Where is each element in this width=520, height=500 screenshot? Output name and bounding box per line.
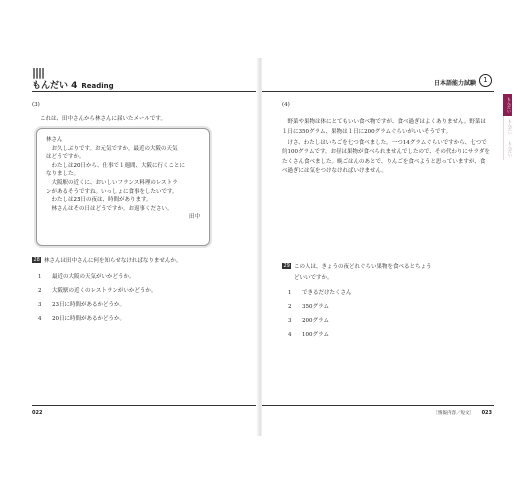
option-number: 1 — [38, 274, 42, 280]
email-line: わたしは23日の夜は、時間があります。 — [46, 197, 152, 204]
email-line: お久しぶりです。お元気ですか。最近の大阪の天気 — [46, 145, 178, 152]
answer-option — [288, 288, 352, 296]
option-number: 1 — [288, 290, 292, 296]
page-number: 023 — [481, 410, 492, 416]
email-line: わたしは20日から、仕事で１週間、大阪に行くことに — [46, 162, 186, 169]
section-subtitle: Reading — [81, 82, 114, 90]
side-tab[interactable]: もんだい — [503, 116, 513, 138]
option-number: 4 — [288, 332, 292, 338]
question-number-badge: 28 — [33, 257, 40, 263]
option-number: 2 — [288, 304, 292, 310]
answer-option — [288, 330, 329, 338]
option-text: 23日に時間があるかどうか。 — [52, 302, 125, 308]
header-rule — [262, 91, 494, 92]
answer-option — [288, 316, 329, 324]
option-text: 最近の大阪の天気がいかどうか。 — [52, 274, 135, 280]
option-number: 3 — [38, 302, 42, 308]
section-title-jp: もんだい 4 — [32, 81, 78, 91]
option-number: 2 — [38, 288, 42, 294]
answer-option — [38, 272, 135, 280]
option-text: 350グラム — [302, 304, 329, 310]
footer-rule — [32, 405, 258, 406]
question-text: 林さんは田中さんに何を知らせなければなりませんか。 — [44, 258, 182, 264]
question-label: (3) — [32, 102, 40, 108]
exam-number: 1 — [479, 74, 492, 87]
right-page — [262, 58, 512, 436]
book-spread — [8, 58, 512, 436]
option-number: 3 — [288, 318, 292, 324]
passage-paragraph: 野菜や果物は体にとてもいい食べ物ですが、食べ過ぎはよくありません。野菜は１日に350グラム、果物は１日に200グラムぐらいがいいそうです。 — [282, 119, 486, 135]
question-number-badge: 29 — [283, 263, 290, 269]
answer-option — [288, 302, 329, 310]
option-text: 200グラム — [302, 318, 329, 324]
passage-paragraph: けさ、わたしはいちごを七つ食べました。一つ14グラムぐらいですから、七つで約100グラムです。お昼は果物が食べられませんでしたので、その代わりにサラダをたくさん食べました。晩ごはんのあとで、りんごを食べようと思っていますが、食べ過ぎには気をつけなければいけません。 — [282, 139, 490, 175]
question-text-line: どいいですか。 — [294, 275, 333, 281]
question-text-line: この人は、きょうの夜どれぐらい果物を食べるとちょう — [294, 264, 432, 270]
email-box — [36, 128, 210, 246]
left-page — [8, 58, 258, 436]
answer-option — [38, 286, 156, 294]
footer-label: ［情報内容／短文］ — [433, 411, 474, 416]
option-number: 4 — [38, 316, 42, 322]
option-text: 100グラム — [302, 332, 329, 338]
email-line: はどうですか。 — [46, 154, 85, 161]
header-marks: |||| — [32, 66, 45, 79]
exam-name: 日本語能力試験 — [433, 80, 476, 87]
side-tabs — [503, 94, 512, 160]
side-tab[interactable]: もんだい — [503, 138, 513, 160]
email-line: 林さんはその日はどうですか。お返事ください。 — [46, 205, 173, 212]
reading-passage — [282, 118, 490, 179]
email-line: 大阪駅の近くに、おいしいフランス料理のレストラ — [46, 179, 178, 186]
header-rule — [32, 91, 258, 92]
side-tab-active[interactable]: もんだい — [503, 94, 512, 116]
question-label: (4) — [282, 102, 290, 108]
question-intro: これは、田中さんから林さんに届いたメールです。 — [40, 116, 166, 122]
footer-rule — [262, 405, 494, 406]
option-text: 20日に時間があるかどうか。 — [52, 316, 125, 322]
section-title — [32, 78, 114, 91]
option-text: 大阪駅の近くのレストランがいかどうか。 — [52, 288, 157, 294]
email-line: 林さん — [46, 137, 63, 143]
answer-option — [38, 314, 125, 322]
email-line: ンがあるそうですね。いっしょに食事をしたいです。 — [46, 188, 178, 195]
answer-option — [38, 300, 125, 308]
email-signature: 田中 — [188, 214, 200, 221]
email-line: なりました。 — [46, 171, 80, 178]
option-text: できるだけたくさん — [302, 290, 352, 296]
page-number: 022 — [32, 410, 43, 416]
